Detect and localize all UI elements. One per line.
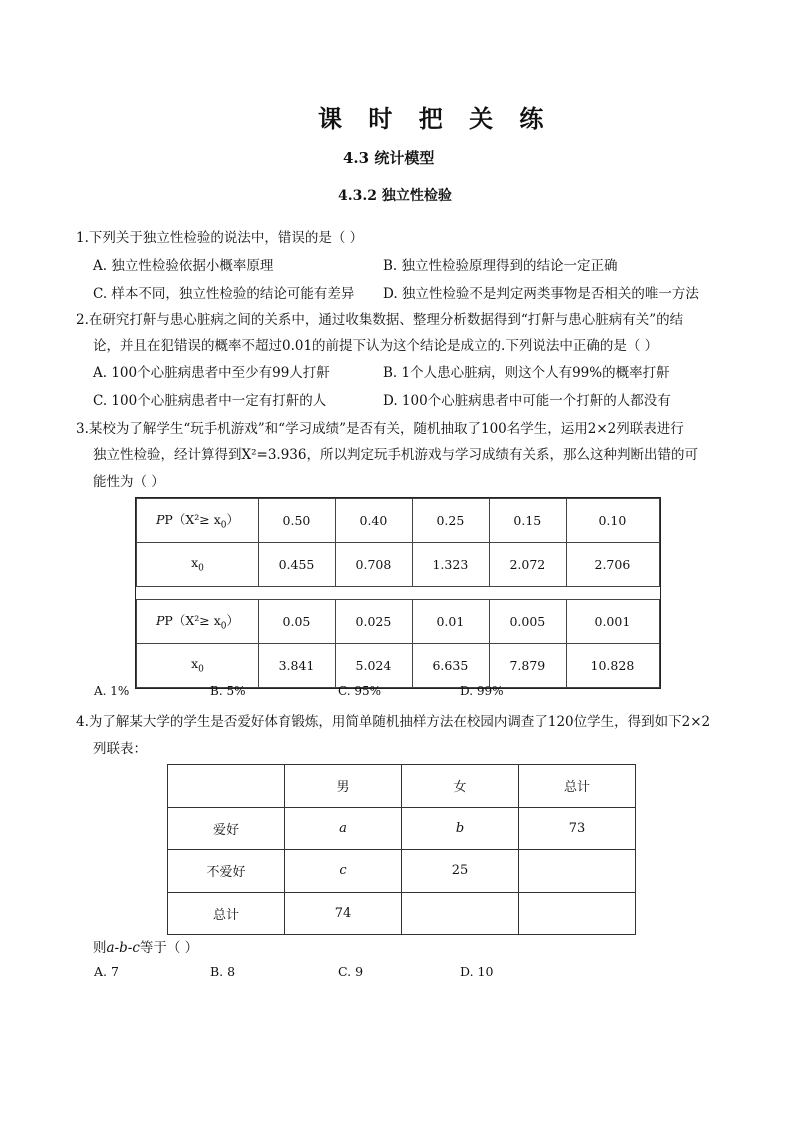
q2-option-b[interactable]: B. 1个人患心脏病，则这个人有99%的概率打鼾 xyxy=(383,365,670,381)
p-label-sub: 0 xyxy=(220,621,227,632)
table-row xyxy=(137,600,660,644)
q4-question-suffix: 等于（ ） xyxy=(139,940,199,956)
subsection-heading: 4.3.2 独立性检验 xyxy=(338,188,452,204)
table-cell xyxy=(519,892,636,935)
q3-stem-line3: 能性为（ ） xyxy=(93,474,165,490)
table-cell: 0.455 xyxy=(259,543,336,587)
q4-question xyxy=(93,936,198,956)
table-cell: 3.841 xyxy=(259,644,336,688)
table-spacer xyxy=(137,587,660,600)
q2-option-a[interactable]: A. 100个心脏病患者中至少有99人打鼾 xyxy=(93,365,330,381)
table-cell: 0.40 xyxy=(335,499,412,543)
q3-option-a[interactable]: A. 1% xyxy=(94,684,130,698)
critical-value-table xyxy=(135,497,661,689)
p-label-cell: $PP(X^2\ge x_0)$ xyxy=(137,499,259,543)
table-cell: 0.10 xyxy=(566,499,659,543)
table-cell: 0.005 xyxy=(489,600,566,644)
table-row xyxy=(137,644,660,688)
page-title: 课 时 把 关 练 xyxy=(318,104,553,133)
p-label-sub: 0 xyxy=(220,520,227,531)
table-row xyxy=(168,892,636,935)
table-row xyxy=(168,765,636,808)
p-label-end: ） xyxy=(226,613,239,629)
q4-stem-line1: 4.为了解某大学的学生是否爱好体育锻炼，用简单随机抽样方法在校园内调查了120位学生，得到如下2×2 xyxy=(76,714,711,730)
q1-option-b[interactable]: B. 独立性检验原理得到的结论一定正确 xyxy=(383,258,618,274)
table-cell: 6.635 xyxy=(412,644,489,688)
q4-option-a[interactable]: A. 7 xyxy=(94,964,119,979)
table-row xyxy=(168,850,636,893)
table-cell: c xyxy=(285,850,402,893)
row-header-like: 爱好 xyxy=(168,807,285,850)
table-cell: 10.828 xyxy=(566,644,659,688)
table-row xyxy=(168,807,636,850)
table-row xyxy=(137,543,660,587)
table-cell: 5.024 xyxy=(335,644,412,688)
col-header-male: 男 xyxy=(285,765,402,808)
table-cell: 0.708 xyxy=(335,543,412,587)
q3-option-c[interactable]: C. 95% xyxy=(338,684,382,698)
table-cell: 0.15 xyxy=(489,499,566,543)
table-cell: 0.25 xyxy=(412,499,489,543)
q4-option-c[interactable]: C. 9 xyxy=(338,964,364,979)
table-cell: a xyxy=(285,807,402,850)
q4-option-b[interactable]: B. 8 xyxy=(210,964,236,979)
q3-stem-line1: 3.某校为了解学生“玩手机游戏”和“学习成绩”是否有关，随机抽取了100名学生，运用2×2列联表进行 xyxy=(76,421,684,437)
table-cell: 0.001 xyxy=(566,600,659,644)
section-heading: 4.3 统计模型 xyxy=(343,149,435,167)
table-cell: 2.706 xyxy=(566,543,659,587)
row-header-total: 总计 xyxy=(168,892,285,935)
table-cell xyxy=(519,850,636,893)
p-label-text: P（Χ²≥ x xyxy=(164,613,221,629)
x-label-text: x xyxy=(191,555,199,571)
q4-option-d[interactable]: D. 10 xyxy=(460,964,494,979)
p-label-cell: $PP(X^2\ge x_0)$ xyxy=(137,600,259,644)
q2-stem-line1: 2.在研究打鼾与患心脏病之间的关系中，通过收集数据、整理分析数据得到“打鼾与患心脏病有关”的结 xyxy=(76,312,684,328)
table-spacer-row xyxy=(137,587,660,600)
table-cell: b xyxy=(402,807,519,850)
table-cell: 74 xyxy=(285,892,402,935)
x-label-sub: 0 xyxy=(198,563,204,574)
p-label-text: P（Χ²≥ x xyxy=(164,512,221,528)
col-header-total: 总计 xyxy=(519,765,636,808)
table-cell: 0.05 xyxy=(259,600,336,644)
table-cell: 0.025 xyxy=(335,600,412,644)
q1-option-d[interactable]: D. 独立性检验不是判定两类事物是否相关的唯一方法 xyxy=(383,286,699,302)
x-label-sub: 0 xyxy=(198,664,204,675)
q2-option-d[interactable]: D. 100个心脏病患者中可能一个打鼾的人都没有 xyxy=(383,393,671,409)
q4-stem-line2: 列联表： xyxy=(93,741,147,757)
contingency-table xyxy=(167,764,636,935)
x-label-text: x xyxy=(191,656,199,672)
table-corner-cell xyxy=(168,765,285,808)
row-header-dislike: 不爱好 xyxy=(168,850,285,893)
q4-question-expression: a-b-c xyxy=(106,940,140,956)
q2-option-c[interactable]: C. 100个心脏病患者中一定有打鼾的人 xyxy=(93,393,327,409)
table-cell: 25 xyxy=(402,850,519,893)
q3-option-d[interactable]: D. 99% xyxy=(460,684,504,698)
p-label-end: ） xyxy=(226,512,239,528)
q4-question-prefix: 则 xyxy=(93,940,107,956)
table-cell: 7.879 xyxy=(489,644,566,688)
table-cell: 2.072 xyxy=(489,543,566,587)
x-label-cell xyxy=(137,543,259,587)
q1-option-a[interactable]: A. 独立性检验依据小概率原理 xyxy=(93,258,274,274)
q1-stem: 1.下列关于独立性检验的说法中，错误的是（ ） xyxy=(76,230,364,246)
q2-stem-line2: 论，并且在犯错误的概率不超过0.01的前提下认为这个结论是成立的.下列说法中正确的是（ ） xyxy=(93,338,659,354)
table-cell xyxy=(402,892,519,935)
q3-option-b[interactable]: B. 5% xyxy=(210,684,246,698)
table-cell: 73 xyxy=(519,807,636,850)
q1-option-c[interactable]: C. 样本不同，独立性检验的结论可能有差异 xyxy=(93,286,355,302)
col-header-female: 女 xyxy=(402,765,519,808)
x-label-cell xyxy=(137,644,259,688)
table-cell: 0.01 xyxy=(412,600,489,644)
table-cell: 1.323 xyxy=(412,543,489,587)
table-row xyxy=(137,499,660,543)
q3-stem-line2: 独立性检验，经计算得到Χ²=3.936，所以判定玩手机游戏与学习成绩有关系，那么这种判断出错的可 xyxy=(93,447,698,463)
table-cell: 0.50 xyxy=(259,499,336,543)
